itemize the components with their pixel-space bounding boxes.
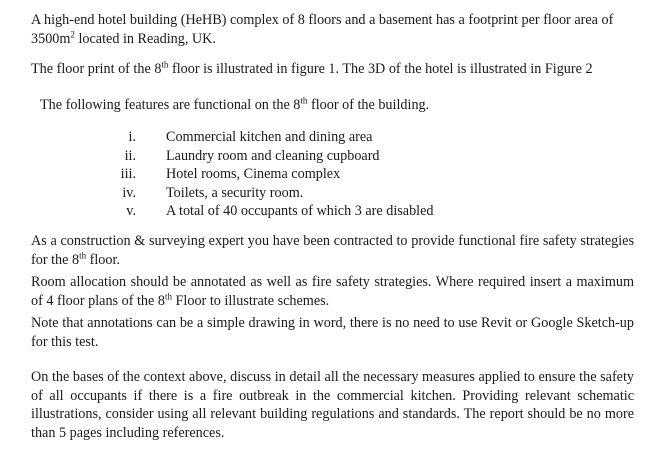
list-text: Laundry room and cleaning cupboard <box>166 147 380 164</box>
features-list <box>110 128 434 221</box>
list-item <box>110 165 434 184</box>
list-number: iii. <box>120 166 136 183</box>
list-number: i. <box>128 129 136 145</box>
list-number: v. <box>126 203 136 220</box>
list-text: Toilets, a security room. <box>166 184 304 201</box>
intro-paragraph: A high-end hotel building (HeHB) complex of 8 floors and a basement has a footprint per floor area of $3500m^2$ located in Reading, UK. <box>31 12 614 47</box>
list-number: ii. <box>124 147 136 164</box>
list-item <box>110 147 434 166</box>
list-number: iv. <box>122 184 136 201</box>
annotation-note-paragraph: Note that annotations can be a simple drawing in word, there is no need to use Revit or Google Sketch-up for this test. <box>31 315 634 350</box>
features-intro-paragraph: The following features are functional on the 8th floor of the building. <box>40 95 430 113</box>
list-text: Commercial kitchen and dining area <box>166 129 373 145</box>
list-text: Hotel rooms, Cinema complex <box>166 166 341 183</box>
task-paragraph: On the bases of the context above, discuss in detail all the necessary measures applied to ensure the safety of all occupants if there is a fire outbreak in the commercial kitchen. Providing relevant schematic illustrations, consider using all relevant building regulations and standards. The report should be no more than 5 pages including references. <box>31 369 634 441</box>
contract-paragraph: As a construction & surveying expert you have been contracted to provide functional fire safety strategies for the 8th floor. <box>31 233 634 268</box>
list-item <box>110 128 434 147</box>
list-text: A total of 40 occupants of which 3 are disabled <box>166 203 434 220</box>
room-allocation-paragraph: Room allocation should be annotated as well as fire safety strategies. Where required insert a maximum of 4 floor plans of the 8th Floor to illustrate schemes. <box>31 274 634 309</box>
list-item <box>110 202 434 221</box>
floor-print-paragraph: The floor print of the 8th floor is illustrated in figure 1. The 3D of the hotel is illustrated in Figure 2 <box>31 59 593 77</box>
list-item <box>110 184 434 203</box>
